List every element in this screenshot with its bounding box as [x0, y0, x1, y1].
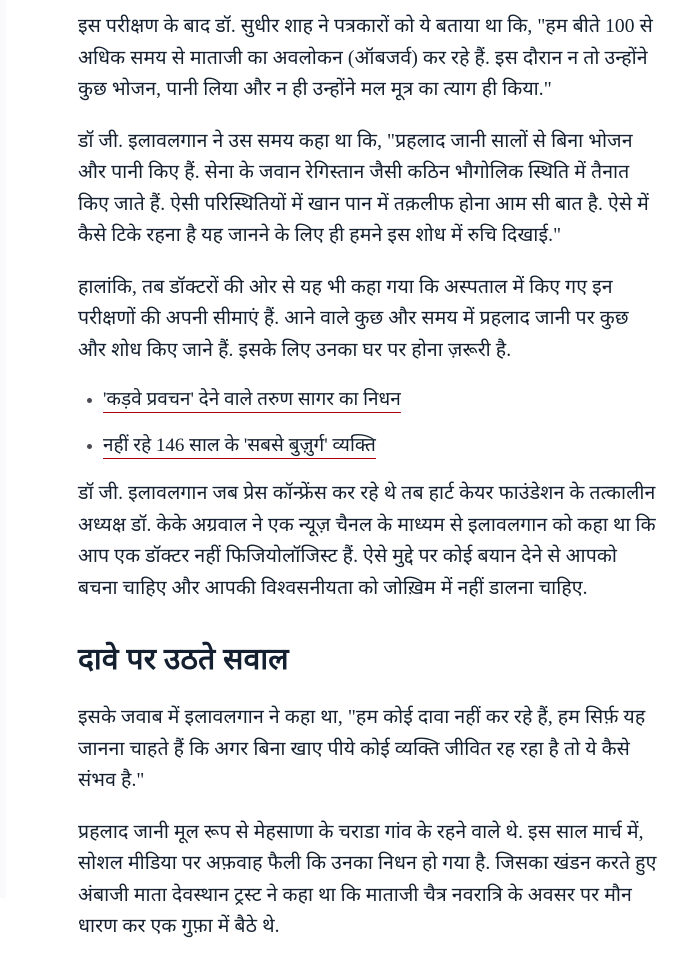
paragraph-3: हालांकि, तब डॉक्टरों की ओर से यह भी कहा गया कि अस्पताल में किए गए इन परीक्षणों की अपनी सीमाएं हैं. आने वाले कुछ और समय में प्रहलाद जानी पर कुछ और शोध किए जाने हैं. इसके लिए उनका घर पर होना ज़रूरी है.: [78, 276, 629, 361]
paragraph-5: इसके जवाब में इलावलगान ने कहा था, "हम कोई दावा नहीं कर रहे हैं, हम सिर्फ़ यह जानना चाहते हैं कि अगर बिना खाए पीये कोई व्यक्ति जीवित रह रहा है तो ये कैसे संभव है.": [78, 707, 646, 791]
paragraph-4: डॉ जी. इलावलगान जब प्रेस कॉन्फ्रेंस कर रहे थे तब हार्ट केयर फाउंडेशन के तत्कालीन अध्यक्ष डॉ. केके अग्रवाल ने एक न्यूज़ चैनल के माध्यम से इलावलगान को कहा था कि आप एक डॉक्टर नहीं फिजियोलॉजिस्ट हैं. ऐसे मुद्दे पर कोई बयान देने से आपको बचना चाहिए और आपकी विश्वसनीयता को जोख़िम में नहीं डालना चाहिए.: [78, 483, 656, 599]
related-link-2[interactable]: नहीं रहे 146 साल के 'सबसे बुज़ुर्ग' व्यक्ति: [103, 435, 376, 459]
article-body: [78, 0, 658, 963]
paragraph-1: इस परीक्षण के बाद डॉ. सुधीर शाह ने पत्रकारों को ये बताया था कि, "हम बीते 100 से अधिक समय से माताजी का अवलोकन (ऑबजर्व) कर रहे हैं. इस दौरान न तो उन्होंने कुछ भोजन, पानी लिया और न ही उन्होंने मल मूत्र का त्याग ही किया.": [78, 16, 653, 100]
left-margin-rail: [0, 0, 6, 898]
paragraph-2: डॉ जी. इलावलगान ने उस समय कहा था कि, "प्रहलाद जानी सालों से बिना भोजन और पानी किए हैं. सेना के जवान रेगिस्तान जैसी कठिन भौगोलिक स्थिति में तैनात किए जाते हैं. ऐसी परिस्थितियों में खान पान में तक़लीफ होना आम सी बात है. ऐसे में कैसे टिके रहना है यह जानने के लिए ही हमने इस शोध में रुचि दिखाई.": [78, 130, 649, 246]
list-item: [103, 386, 658, 414]
related-link-1[interactable]: 'कड़वे प्रवचन' देने वाले तरुण सागर का निधन: [103, 389, 401, 413]
list-item: [103, 432, 658, 460]
related-links-list: [78, 386, 658, 460]
paragraph-6: प्रहलाद जानी मूल रूप से मेहसाणा के चराडा गांव के रहने वाले थे. इस साल मार्च में, सोशल मीडिया पर अफ़वाह फैली कि उनका निधन हो गया है. जिसका खंडन करते हुए अंबाजी माता देवस्थान ट्रस्ट ने कहा था कि माताजी चैत्र नवरात्रि के अवसर पर मौन धारण कर एक गुफ़ा में बैठे थे.: [78, 821, 657, 937]
section-heading: दावे पर उठते सवाल: [78, 643, 289, 676]
